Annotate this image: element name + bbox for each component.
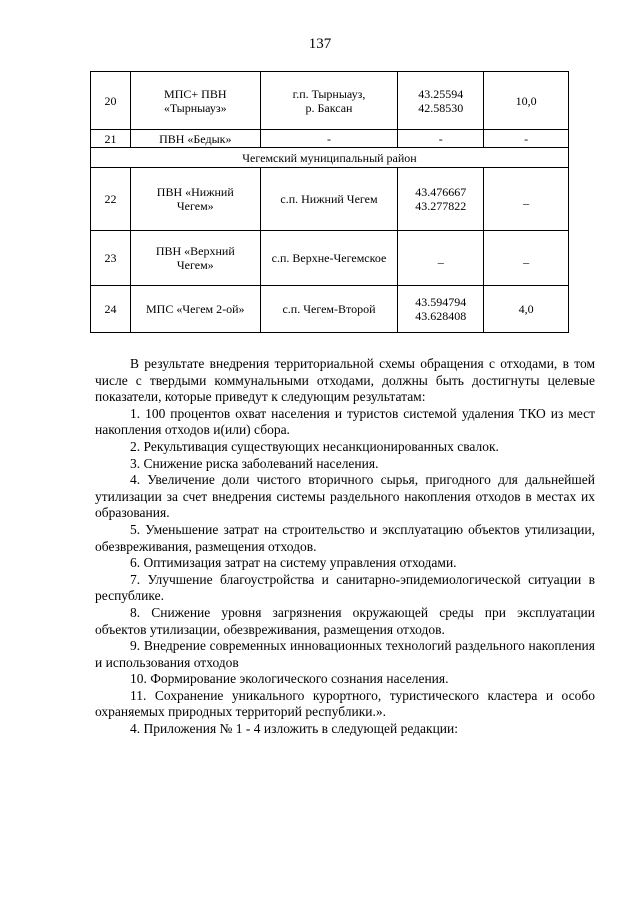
row-number-cell: 22 [91, 168, 131, 231]
coordinates-cell: _ [398, 231, 484, 286]
table-section-row [91, 148, 569, 168]
list-item: 1. 100 процентов охват населения и туристов системой удаления ТКО из мест накопления отходов и(или) сбора. [95, 405, 595, 438]
table-row [91, 130, 569, 148]
section-title-cell: Чегемский муниципальный район [91, 148, 569, 168]
coordinates-cell: 43.476667 43.277822 [398, 168, 484, 231]
page-number: 137 [308, 36, 332, 52]
row-number-cell: 24 [91, 286, 131, 333]
capacity-cell: _ [484, 231, 569, 286]
list-item: 7. Улучшение благоустройства и санитарно-эпидемиологической ситуации в республике. [95, 571, 595, 604]
list-item: 6. Оптимизация затрат на систему управления отходами. [130, 555, 457, 571]
facility-name-cell: МПС «Чегем 2-ой» [130, 286, 260, 333]
coordinates-cell: - [398, 130, 484, 148]
table-row [91, 231, 569, 286]
results-list [95, 406, 595, 738]
list-item: 9. Внедрение современных инновационных технологий раздельного накопления и использования отходов [95, 638, 595, 670]
location-cell: г.п. Тырныауз, р. Баксан [260, 72, 398, 130]
location-cell: - [260, 130, 398, 148]
capacity-cell: _ [484, 168, 569, 231]
facilities-table [90, 71, 569, 333]
facility-name-cell: ПВН «Нижний Чегем» [130, 168, 260, 231]
row-number-cell: 23 [91, 231, 131, 286]
facility-name-cell: ПВН «Верхний Чегем» [130, 231, 260, 286]
location-cell: с.п. Нижний Чегем [260, 168, 398, 231]
coordinates-cell: 43.25594 42.58530 [398, 72, 484, 130]
table-row [91, 72, 569, 130]
coordinates-cell: 43.594794 43.628408 [398, 286, 484, 333]
location-cell: с.п. Верхне-Чегемское [260, 231, 398, 286]
list-item: 4. Приложения № 1 - 4 изложить в следующей редакции: [130, 721, 459, 737]
facility-name-cell: МПС+ ПВН «Тырныауз» [130, 72, 260, 130]
location-cell: с.п. Чегем-Второй [260, 286, 398, 333]
list-item: 2. Рекультивация существующих несанкционированных свалок. [130, 438, 499, 454]
intro-paragraph: В результате внедрения территориальной схемы обращения с отходами, в том числе с твердыми коммунальными отходами, должны быть достигнуты целевые показатели, которые приведут к следующим результатам: [95, 356, 595, 405]
list-item: 3. Снижение риска заболеваний населения. [130, 455, 379, 471]
capacity-cell: - [484, 130, 569, 148]
row-number-cell: 20 [91, 72, 131, 130]
table-row [91, 286, 569, 333]
row-number-cell: 21 [91, 130, 131, 148]
list-item: 10. Формирование экологического сознания населения. [130, 671, 449, 687]
list-item: 8. Снижение уровня загрязнения окружающей среды при эксплуатации объектов утилизации, обезвреживания, размещения отходов. [95, 604, 595, 637]
capacity-cell: 10,0 [484, 72, 569, 130]
list-item: 11. Сохранение уникального курортного, туристического кластера и особо охраняемых природных территорий республики.». [95, 687, 595, 720]
body-text [95, 356, 595, 738]
list-item: 4. Увеличение доли чистого вторичного сырья, пригодного для дальнейшей утилизации за счет внедрения системы раздельного накопления отходов в местах их образования. [95, 472, 595, 521]
facility-name-cell: ПВН «Бедык» [130, 130, 260, 148]
capacity-cell: 4,0 [484, 286, 569, 333]
table-row [91, 168, 569, 231]
list-item: 5. Уменьшение затрат на строительство и эксплуатацию объектов утилизации, обезвреживания, размещения отходов. [95, 521, 595, 554]
